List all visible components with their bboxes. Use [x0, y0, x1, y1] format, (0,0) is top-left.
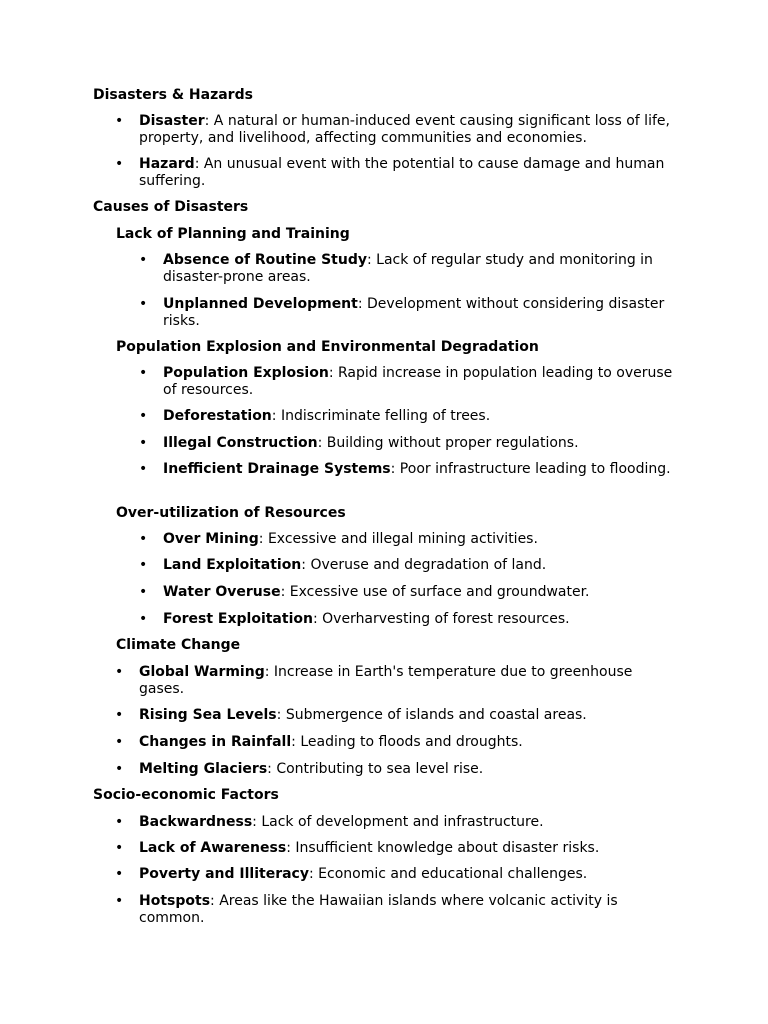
subsection-heading-climate: Climate Change: [116, 637, 241, 653]
description: : Overharvesting of forest resources.: [312, 611, 570, 627]
subsection-heading-planning: Lack of Planning and Training: [116, 226, 350, 242]
list-item: [139, 761, 679, 778]
description: : Submergence of islands and coastal areas.: [276, 707, 587, 723]
section-heading-causes: Causes of Disasters: [93, 199, 249, 215]
list-item: [163, 557, 678, 574]
description: : Insufficient knowledge about disaster risks.: [286, 840, 600, 856]
list-item: [163, 611, 678, 628]
term: Hotspots: [139, 893, 211, 909]
description: : Development without considering disaster risks.: [163, 296, 665, 329]
list-item: [163, 531, 678, 548]
list-item: [139, 866, 679, 883]
term: Unplanned Development: [163, 296, 358, 312]
list-item: [163, 365, 678, 399]
section-heading-socioeconomic: Socio-economic Factors: [93, 787, 279, 803]
list-item: [163, 435, 678, 452]
description: : Indiscriminate felling of trees.: [271, 408, 491, 424]
list-item: [139, 840, 679, 857]
description: : Leading to floods and droughts.: [291, 734, 523, 750]
description: : A natural or human-induced event causing significant loss of life, property, and livelihood, affecting communities and economies.: [139, 113, 670, 146]
list-item: [163, 252, 678, 286]
term: Forest Exploitation: [163, 611, 313, 627]
list-item: [139, 707, 679, 724]
term: Poverty and Illiteracy: [139, 866, 309, 882]
term: Land Exploitation: [163, 557, 302, 573]
description: : Excessive and illegal mining activities.: [258, 531, 538, 547]
description: : Lack of development and infrastructure.: [252, 814, 544, 830]
term: Inefficient Drainage Systems: [163, 461, 391, 477]
list-item: [139, 734, 679, 751]
term: Hazard: [139, 156, 195, 172]
section-heading-disasters-hazards: Disasters & Hazards: [93, 87, 253, 103]
term: Illegal Construction: [163, 435, 318, 451]
list-item: [163, 296, 678, 330]
description: : Poor infrastructure leading to flooding.: [390, 461, 671, 477]
term: Lack of Awareness: [139, 840, 287, 856]
description: : An unusual event with the potential to cause damage and human suffering.: [139, 156, 665, 189]
term: Backwardness: [139, 814, 253, 830]
term: Absence of Routine Study: [163, 252, 367, 268]
term: Population Explosion: [163, 365, 329, 381]
term: Disaster: [139, 113, 205, 129]
description: : Economic and educational challenges.: [308, 866, 588, 882]
list-item: [163, 408, 678, 425]
term: Deforestation: [163, 408, 272, 424]
list-item: [139, 814, 679, 831]
term: Melting Glaciers: [139, 761, 268, 777]
term: Water Overuse: [163, 584, 281, 600]
description: : Excessive use of surface and groundwater.: [280, 584, 590, 600]
subsection-heading-resources: Over-utilization of Resources: [116, 505, 346, 521]
term: Global Warming: [139, 664, 265, 680]
list-item: [163, 584, 678, 601]
term: Rising Sea Levels: [139, 707, 277, 723]
description: : Increase in Earth's temperature due to greenhouse gases.: [139, 664, 633, 697]
description: : Contributing to sea level rise.: [267, 761, 484, 777]
description: : Overuse and degradation of land.: [301, 557, 547, 573]
list-item: [139, 156, 679, 190]
description: : Rapid increase in population leading to overuse of resources.: [163, 365, 673, 398]
list-item: [139, 893, 679, 927]
term: Over Mining: [163, 531, 259, 547]
subsection-heading-population: Population Explosion and Environmental Degradation: [116, 339, 539, 355]
list-item: [163, 461, 678, 478]
description: : Areas like the Hawaiian islands where volcanic activity is common.: [139, 893, 618, 926]
list-item: [139, 664, 679, 698]
list-item: [139, 113, 679, 147]
description: : Building without proper regulations.: [317, 435, 579, 451]
description: : Lack of regular study and monitoring in disaster-prone areas.: [163, 252, 653, 285]
term: Changes in Rainfall: [139, 734, 292, 750]
